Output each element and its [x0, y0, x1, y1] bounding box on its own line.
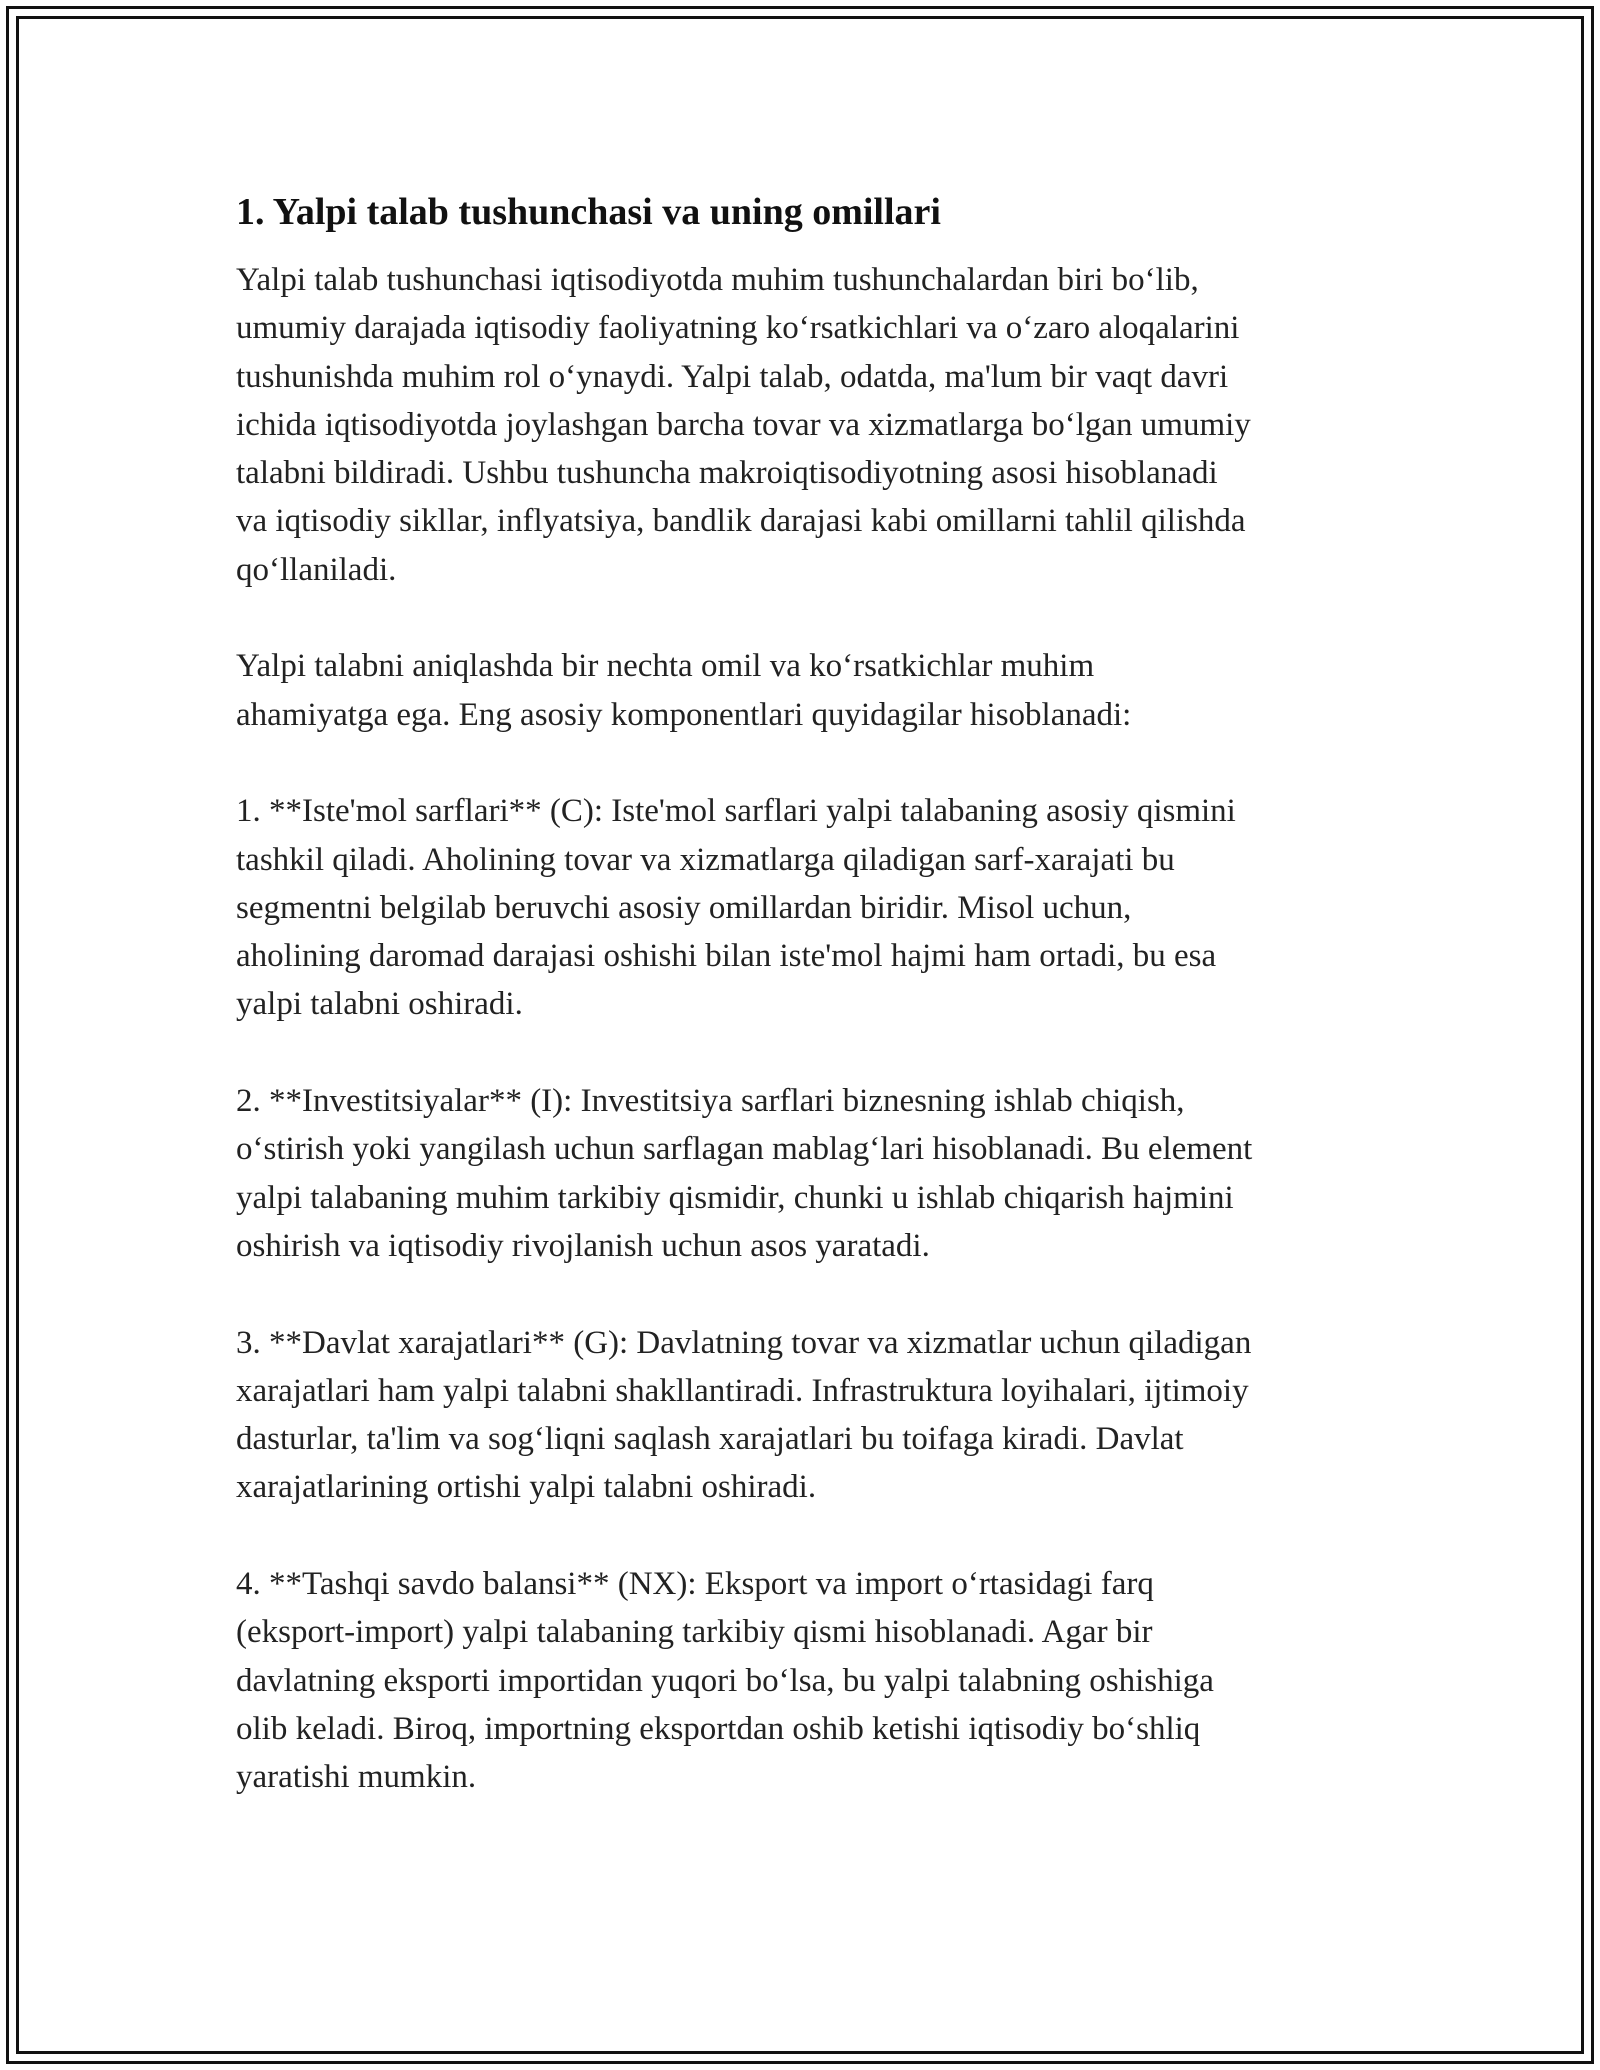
document-body	[236, 186, 1376, 1850]
section-heading: 1. Yalpi talab tushunchasi va uning omillari	[236, 191, 941, 233]
paragraph-components-intro: Yalpi talabni aniqlashda bir nechta omil va ko‘rsatkichlar muhim ahamiyatga ega. Eng asosiy komponentlari quyidagilar hisoblanadi:	[236, 648, 1132, 733]
paragraph-consumption: 1. **Iste'mol sarflari** (C): Iste'mol sarflari yalpi talabaning asosiy qismini tashkil qiladi. Aholining tovar va xizmatlarga qiladigan sarf-xarajati bu segmentni belgilab beruvchi asosiy omillardan biridir. Misol uchun, aholining daromad darajasi oshishi bilan iste'mol hajmi ham ortadi, bu esa yalpi talabni oshiradi.	[236, 793, 1236, 1023]
paragraph-investment: 2. **Investitsiyalar** (I): Investitsiya sarflari biznesning ishlab chiqish, o‘stirish yoki yangilash uchun sarflagan mablag‘lari hisoblanadi. Bu element yalpi talabaning muhim tarkibiy qismidir, chunki u ishlab chiqarish hajmini oshirish va iqtisodiy rivojlanish uchun asos yaratadi.	[236, 1083, 1253, 1264]
paragraph-intro: Yalpi talab tushunchasi iqtisodiyotda muhim tushunchalardan biri bo‘lib, umumiy darajada iqtisodiy faoliyatning ko‘rsatkichlari va o‘zaro aloqalarini tushunishda muhim rol o‘ynaydi. Yalpi talab, odatda, ma'lum bir vaqt davri ichida iqtisodiyotda joylashgan barcha tovar va xizmatlarga bo‘lgan umumiy talabni bildiradi. Ushbu tushuncha makroiqtisodiyotning asosi hisoblanadi va iqtisodiy sikllar, inflyatsiya, bandlik darajasi kabi omillarni tahlil qilishda qo‘llaniladi.	[236, 262, 1251, 588]
paragraph-net-exports: 4. **Tashqi savdo balansi** (NX): Eksport va import o‘rtasidagi farq (eksport-import) yalpi talabaning tarkibiy qismi hisoblanadi. Agar bir davlatning eksporti importidan yuqori bo‘lsa, bu yalpi talabning oshishiga olib keladi. Biroq, importning eksportdan oshib ketishi iqtisodiy bo‘shliq yaratishi mumkin.	[236, 1566, 1214, 1796]
paragraph-government: 3. **Davlat xarajatlari** (G): Davlatning tovar va xizmatlar uchun qiladigan xarajatlari ham yalpi talabni shakllantiradi. Infrastruktura loyihalari, ijtimoiy dasturlar, ta'lim va sog‘liqni saqlash xarajatlari bu toifaga kiradi. Davlat xarajatlarining ortishi yalpi talabni oshiradi.	[236, 1324, 1252, 1506]
